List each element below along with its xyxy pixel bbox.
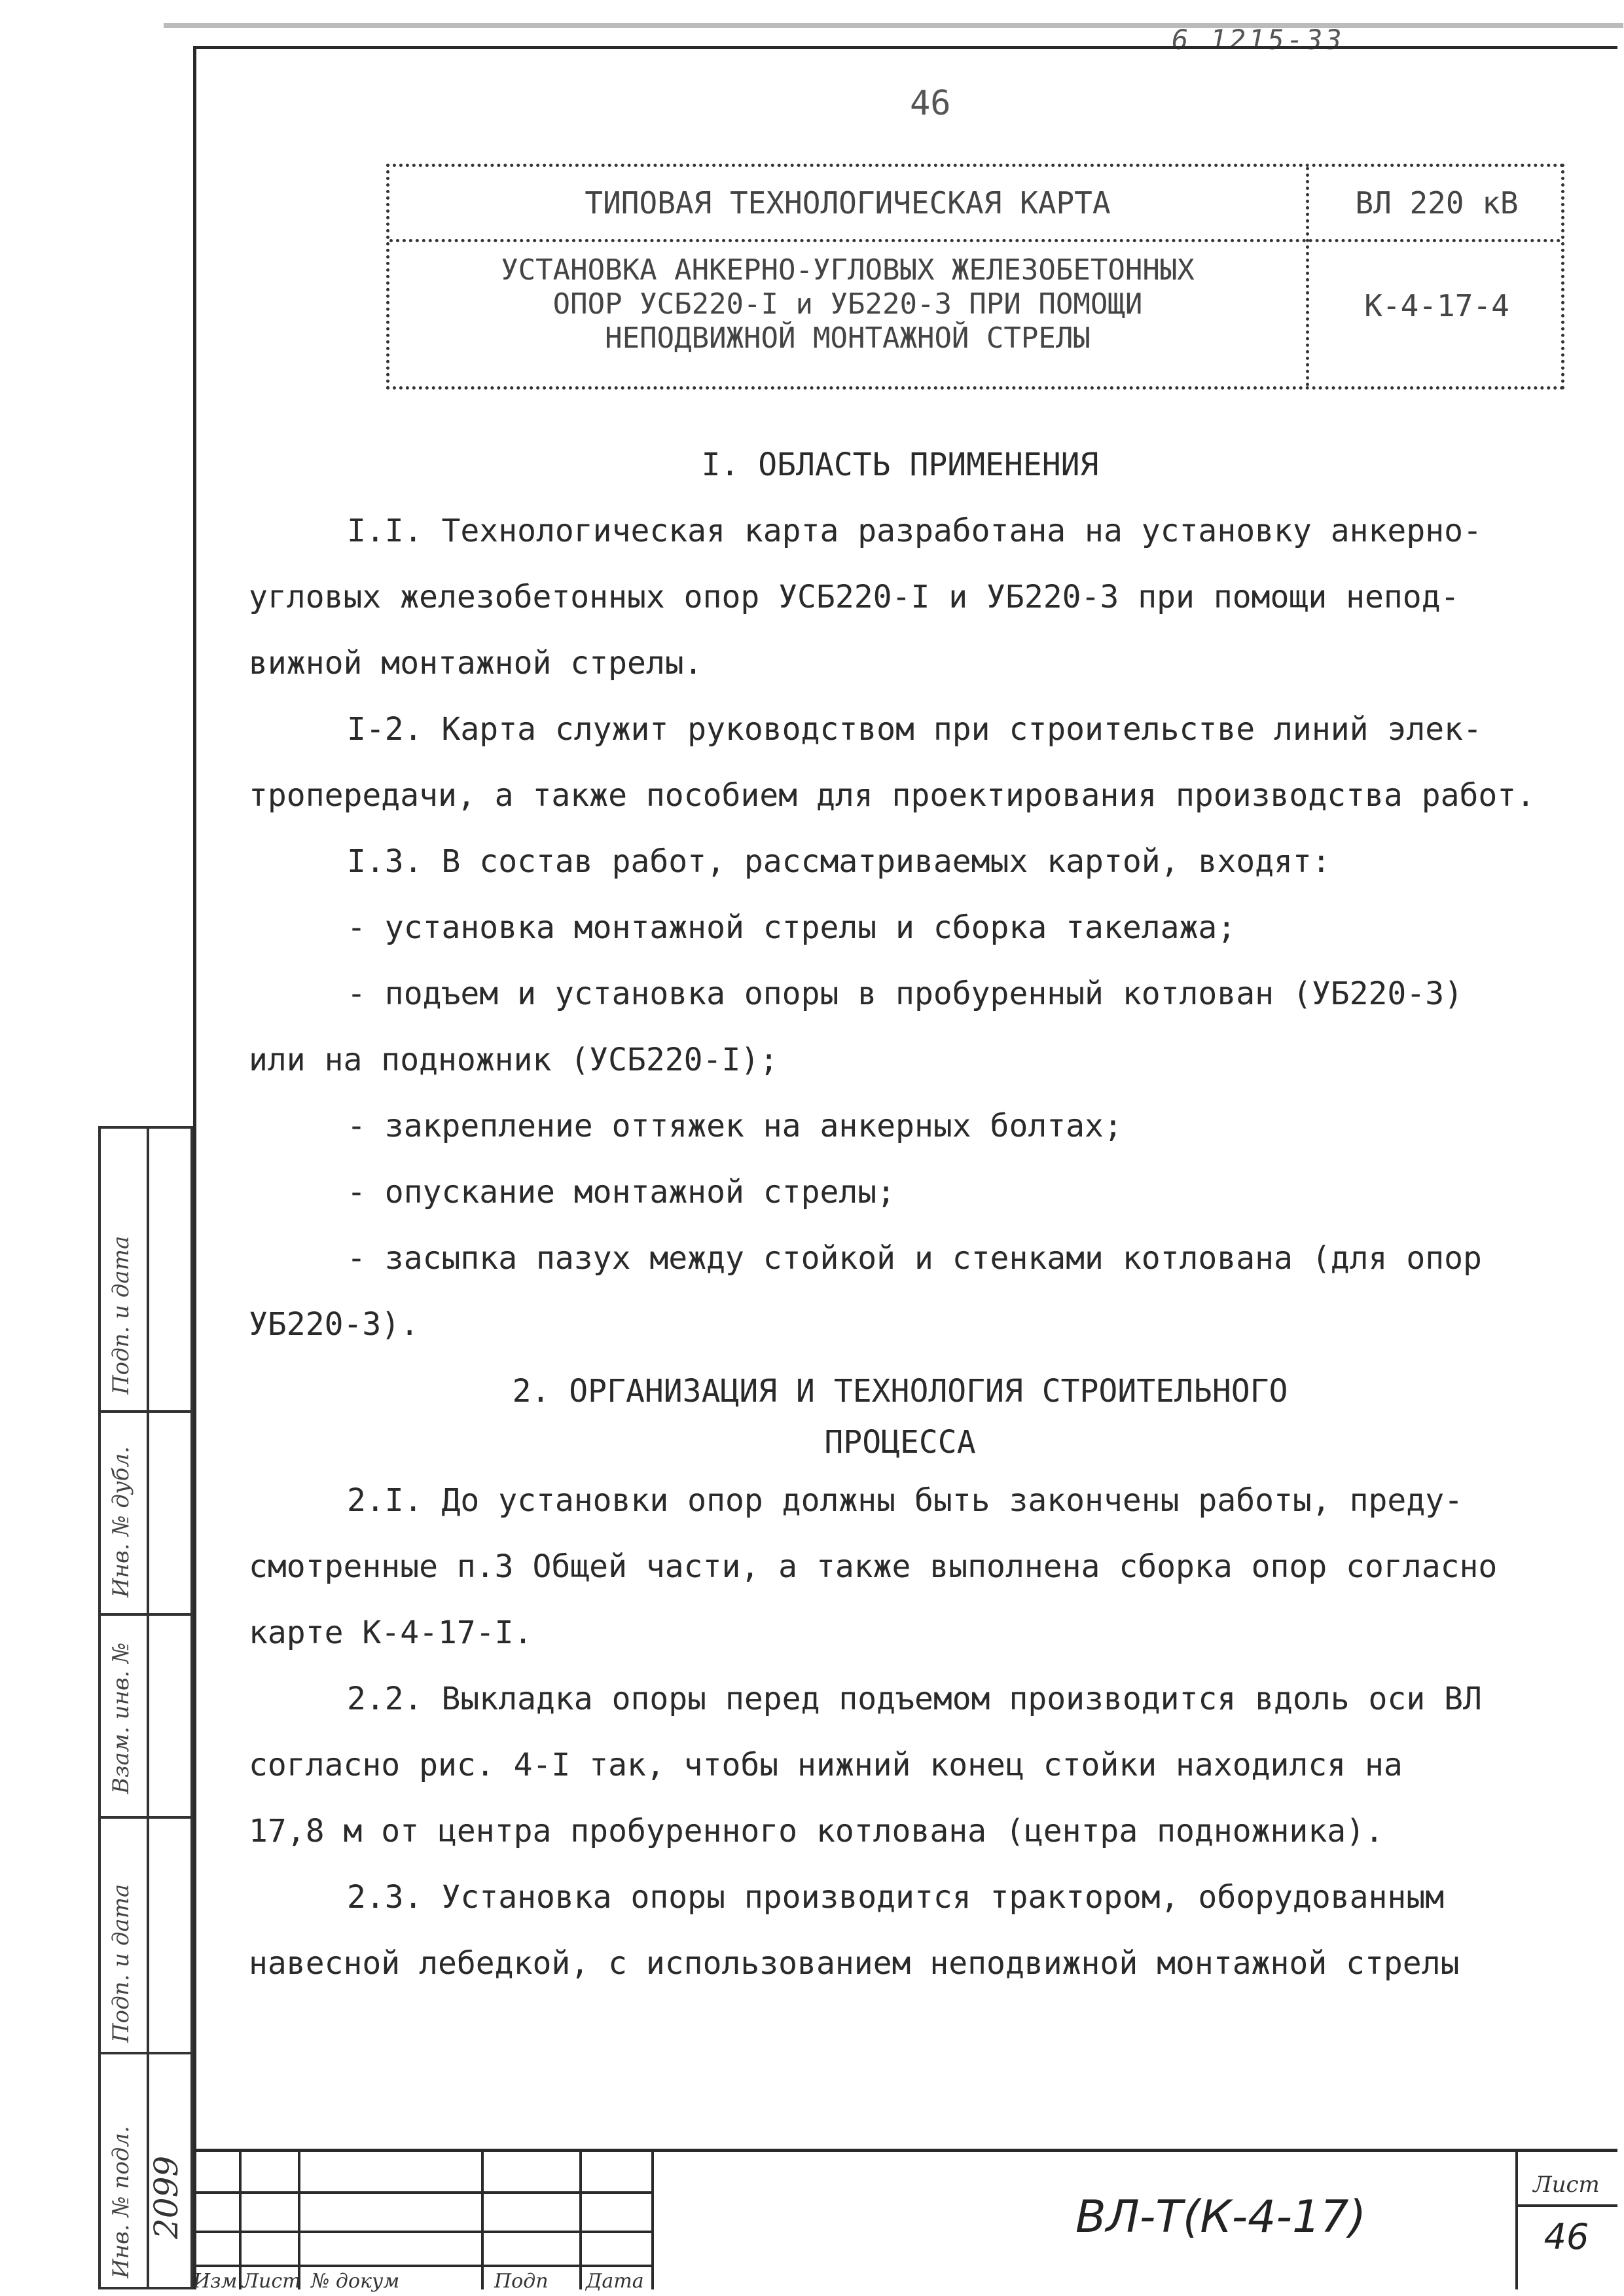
header-title: ТИПОВАЯ ТЕХНОЛОГИЧЕСКАЯ КАРТА [585, 185, 1111, 221]
list-item: - установка монтажной стрелы и сборка такелажа; [347, 909, 1236, 946]
inventory-number: 2099 [147, 2155, 185, 2239]
paragraph-line: согласно рис. 4-I так, чтобы нижний конец стойки находился на [249, 1747, 1403, 1783]
section1-title: I. ОБЛАСТЬ ПРИМЕНЕНИЯ [701, 446, 1099, 483]
tb-divider [193, 2191, 651, 2194]
list-item: - закрепление оттяжек на анкерных болтах; [347, 1108, 1123, 1144]
section2-title-line: 2. ОРГАНИЗАЦИЯ И ТЕХНОЛОГИЯ СТРОИТЕЛЬНОГО [512, 1373, 1288, 1410]
paragraph-line: угловых железобетонных опор УСБ220-I и УБ220-3 при помощи непод- [249, 579, 1460, 615]
tb-col-label: Лист [242, 2270, 301, 2293]
strip-label: Подп. и дата [108, 1884, 134, 2043]
strip-divider [101, 1410, 190, 1413]
header-subject-line: НЕПОДВИЖНОЙ МОНТАЖНОЙ СТРЕЛЫ [605, 321, 1091, 355]
list-item: - подъем и установка опоры в пробуренный котлован (УБ220-3) [347, 975, 1464, 1012]
header-subject [389, 253, 1306, 355]
list-item: - опускание монтажной стрелы; [347, 1174, 896, 1211]
tb-divider [651, 2152, 654, 2289]
sheet-label: Лист [1533, 2172, 1600, 2198]
paragraph-line: I.I. Технологическая карта разработана на установку анкерно- [347, 513, 1482, 549]
paragraph-line: 2.2. Выкладка опоры перед подъемом производится вдоль оси ВЛ [347, 1681, 1482, 1717]
strip-label: Инв. № подл. [108, 2126, 134, 2278]
paragraph-line: 2.I. До установки опор должны быть закончены работы, преду- [347, 1482, 1464, 1519]
tb-divider [193, 2265, 651, 2267]
header-subject-line: УСТАНОВКА АНКЕРНО-УГЛОВЫХ ЖЕЛЕЗОБЕТОННЫХ [501, 253, 1195, 287]
strip-label: Инв. № дубл. [108, 1446, 134, 1597]
paragraph-line: навесной лебедкой, с использованием неподвижной монтажной стрелы [249, 1945, 1460, 1982]
strip-divider [101, 1613, 190, 1616]
list-item: - засыпка пазух между стойкой и стенками котлована (для опор [347, 1240, 1482, 1277]
paragraph-line: смотренные п.3 Общей части, а также выполнена сборка опор согласно [249, 1548, 1498, 1585]
strip-divider [101, 1816, 190, 1819]
paragraph-line: I.3. В состав работ, рассматриваемых картой, входят: [347, 843, 1331, 880]
paragraph-line: карте К-4-17-I. [249, 1614, 533, 1651]
paragraph-line: 2.3. Установка опоры производится трактором, оборудованным [347, 1879, 1445, 1916]
paragraph-line: 17,8 м от центра пробуренного котлована (центра подножника). [249, 1813, 1384, 1850]
tb-col-label: № докум [311, 2270, 400, 2293]
tb-col-label: Изм [193, 2270, 238, 2293]
header-box [386, 164, 1564, 390]
tb-divider [193, 2231, 651, 2233]
strip-label: Подп. и дата [108, 1235, 134, 1394]
tb-divider [481, 2152, 484, 2289]
strip-divider [101, 2052, 190, 2054]
paragraph-line: I-2. Карта служит руководством при строительстве линий элек- [347, 711, 1482, 748]
paragraph-line: вижной монтажной стрелы. [249, 645, 703, 682]
page-number-top: 46 [910, 84, 951, 123]
strip-divider [147, 1129, 149, 2287]
header-subject-line: ОПОР УСБ220-I и УБ220-3 ПРИ ПОМОЩИ [552, 287, 1143, 321]
tb-divider [579, 2152, 582, 2289]
paragraph-line: тропередачи, а также пособием для проектирования производства работ. [249, 777, 1536, 814]
tb-col-label: Дата [586, 2270, 644, 2293]
document-code: ВЛ-Т(К-4-17) [1075, 2191, 1367, 2243]
list-item-continuation: или на подножник (УСБ220-I); [249, 1042, 779, 1078]
header-card-code: К-4-17-4 [1364, 288, 1509, 323]
strip-label: Взам. инв. № [108, 1642, 134, 1794]
sheet-number: 46 [1543, 2216, 1589, 2257]
title-block [193, 2149, 1617, 2293]
tb-divider [298, 2152, 300, 2289]
top-code: 6 1215-33 [1172, 24, 1344, 56]
header-voltage: ВЛ 220 кВ [1355, 185, 1519, 221]
section2-title-line: ПРОЦЕССА [824, 1424, 976, 1461]
section2-title [249, 1358, 1551, 1468]
top-edge-line [164, 23, 1623, 28]
list-item-continuation: УБ220-3). [249, 1306, 420, 1343]
tb-col-label: Подп [494, 2270, 549, 2293]
document-body [249, 432, 1551, 1997]
header-divider-horizontal [389, 239, 1561, 242]
tb-divider [239, 2152, 242, 2289]
